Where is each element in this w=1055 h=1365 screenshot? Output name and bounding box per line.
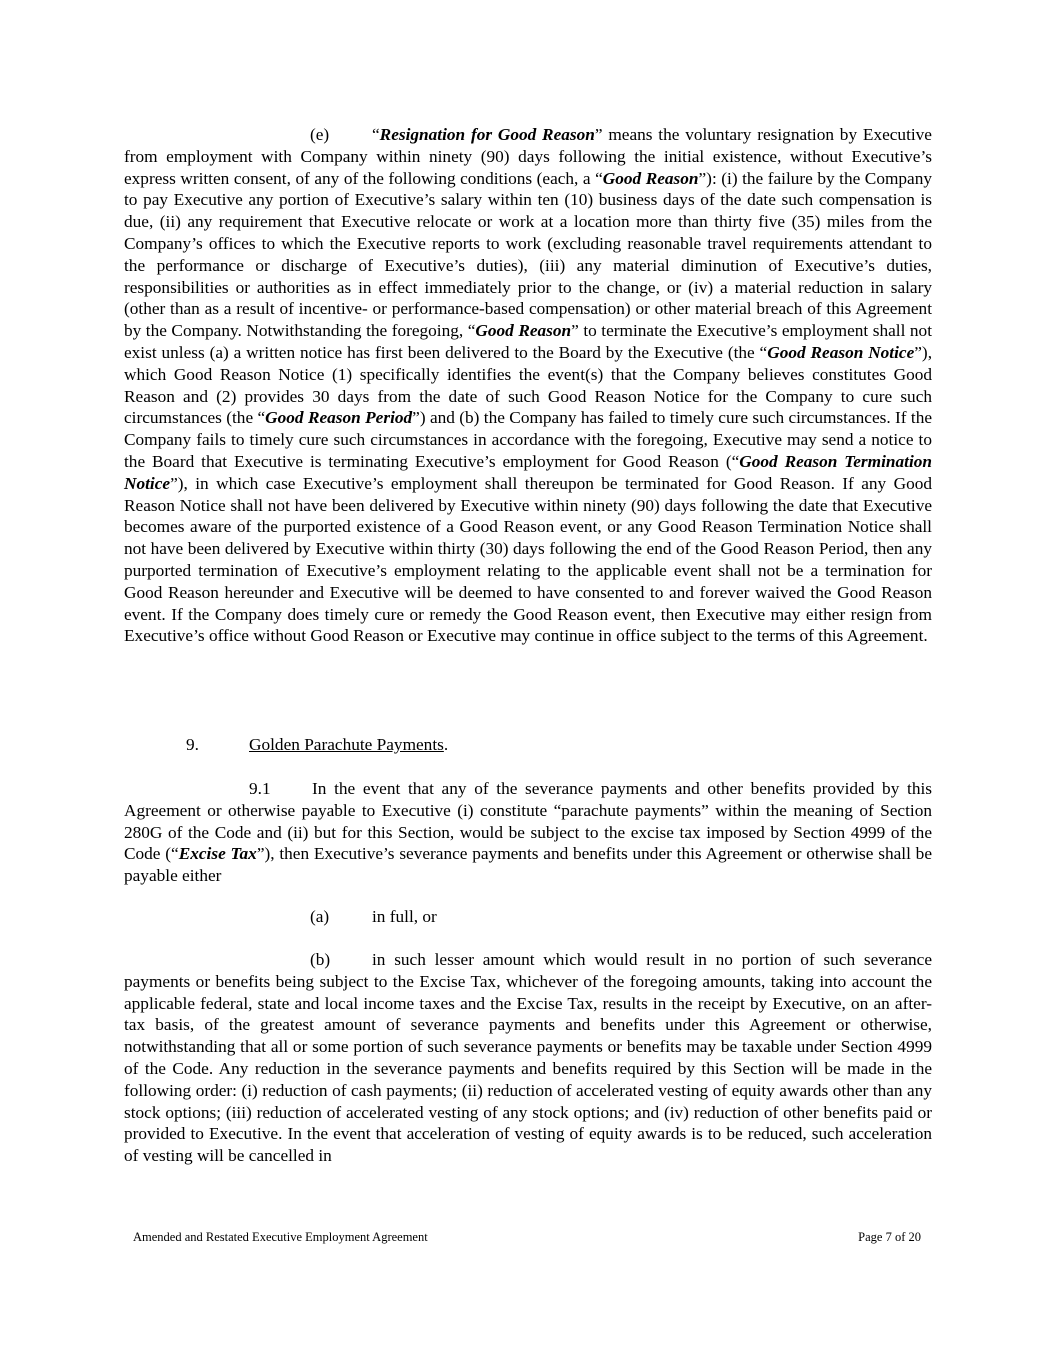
defined-term-termination-notice: Good Reason Termination Notice (124, 451, 933, 493)
defined-term-good-reason-period: Good Reason Period (265, 408, 413, 428)
item-b-paragraph: (b) in such lesser amount which would result in no portion of such severance payments or benefits being subject to the Excise Tax, whichever of the foregoing amounts, taking into account the applicable federal, state and local income taxes and the Excise Tax, results in the receipt by Executive, on an after-tax basis, of the greatest amount of severance payments and benefits under this Agreement or otherwise, notwithstanding that all or some portion of such severance payments or benefits may be taxable under Section 4999 of the Code. Any reduction in the severance payments and benefits required by this Section will be made in the following order: (i) reduction of cash payments; (ii) reduction of accelerated vesting of equity awards other than any stock options; (iii) reduction of accelerated vesting of any stock options; and (iv) reduction of other benefits paid or provided to Executive. In the event that acceleration of vesting of equity awards is to be reduced, such acceleration of vesting will be cancelled in (124, 950, 932, 1166)
item-a-paragraph: (a) in full, or (310, 907, 437, 926)
section-9-1-number: 9.1 (249, 779, 271, 798)
section-e-label: (e) (310, 125, 330, 144)
footer-page-number: Page 7 of 20 (858, 1230, 921, 1244)
section-e-paragraph: (e) “Resignation for Good Reason” means the voluntary resignation by Executive from employment with Company within ninety (90) days following the initial existence, without Executive’s express written consent, of any of the following conditions (each, a “Good Reason”): (i) the failure by the Company to pay Executive any portion of Executive’s salary within ten (10) business days of the date such compensation is due, (ii) any requirement that Executive relocate or work at a location more than thirty five (35) miles from the Company’s offices to which the Executive reports to work (excluding reasonable travel requirements attendant to the performance or discharge of Executive’s duties), (iii) any material diminution of Executive’s duties, responsibilities or authorities as in effect immediately prior to the change, or (iv) a material reduction in salary (other than as a result of incentive- or performance-based compensation) or other material breach of this Agreement by the Company. Notwithstanding the foregoing, “Good Reason” to terminate the Executive’s employment shall not exist unless (a) a written notice has first been delivered to the Board by the Executive (the “Good Reason Notice”), which Good Reason Notice (1) specifically identifies the event(s) that the Company believes constitutes Good Reason and (2) provides 30 days from the date of such Good Reason Notice for the Company to cure such circumstances (the “Good Reason Period”) and (b) the Company has failed to timely cure such circumstances. If the Company fails to timely cure such circumstances in accordance with the foregoing, Executive may send a notice to the Board that Executive is terminating Executive’s employment for Good Reason (“Good Reason Termination Notice”), in which case Executive’s employment shall thereupon be terminated for Good Reason. If any Good Reason Notice shall not have been delivered by Executive within ninety (90) days following the date that Executive becomes aware of the purported existence of a Good Reason event, or any Good Reason Termination Notice shall not have been delivered by Executive within thirty (30) days following the end of the Good Reason Period, then any purported termination of Executive’s employment relating to the applicable event shall not be a termination for Good Reason hereunder and Executive will be deemed to have consented to and forever waived the Good Reason event. If the Company does timely cure or remedy the Good Reason event, then Executive may either resign from Executive’s office without Good Reason or Executive may continue in office subject to the terms of this Agreement. (124, 125, 933, 646)
item-b-label: (b) (310, 950, 331, 969)
footer-document-title: Amended and Restated Executive Employment Agreement (133, 1230, 428, 1244)
defined-term-resignation: Resignation for Good Reason (379, 125, 595, 144)
defined-term-good-reason-2: Good Reason (475, 321, 572, 341)
section-9-1-paragraph: 9.1 In the event that any of the severance payments and other benefits provided by this Agreement or otherwise payable to Executive (i) constitute “parachute payments” within the meaning of Section 280G of the Code and (ii) but for this Section, would be subject to the excise tax imposed by Section 4999 of the Code (“Excise Tax”), then Executive’s severance payments and benefits under this Agreement or otherwise shall be payable either (124, 779, 932, 886)
section-9-title: Golden Parachute Payments (249, 735, 444, 754)
item-a-label: (a) (310, 907, 330, 926)
defined-term-good-reason: Good Reason (602, 168, 699, 188)
defined-term-excise-tax: Excise Tax (178, 844, 257, 864)
section-9-heading: 9. Golden Parachute Payments. (186, 735, 449, 754)
section-9-number: 9. (186, 735, 199, 754)
defined-term-good-reason-notice: Good Reason Notice (767, 342, 915, 362)
